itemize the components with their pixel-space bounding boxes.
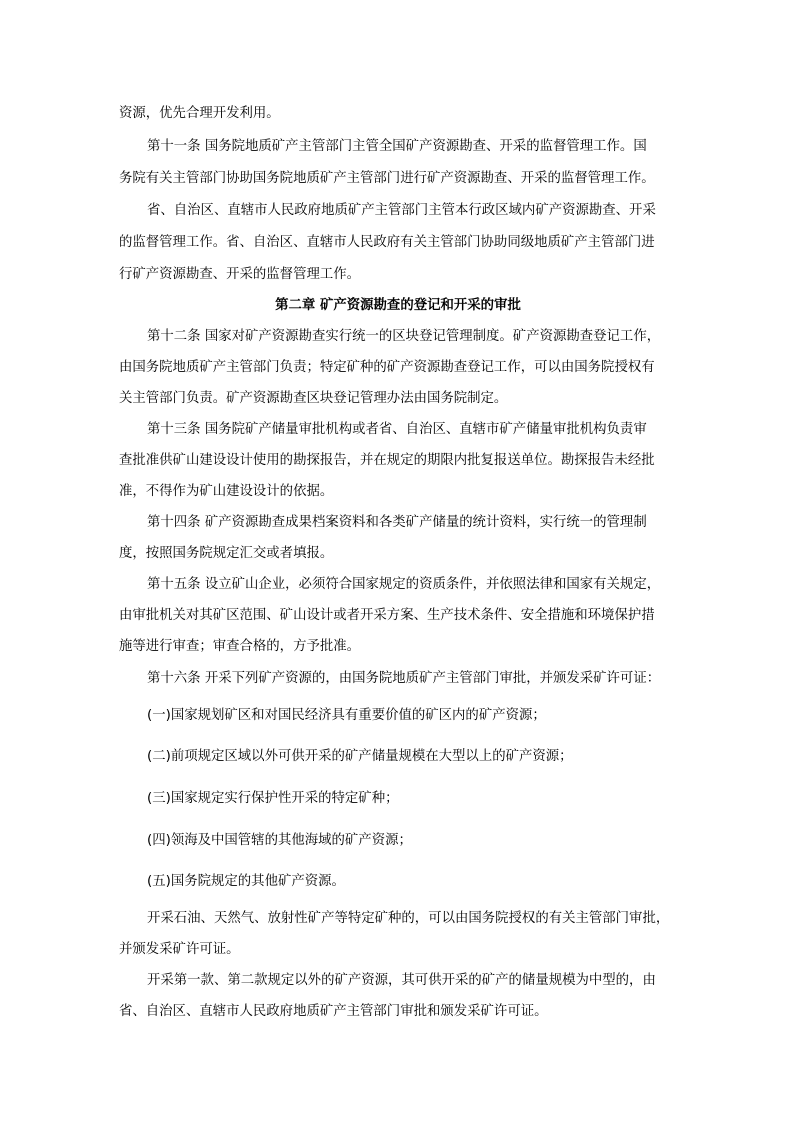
chapter-heading: 第二章 矿产资源勘查的登记和开采的审批	[275, 298, 521, 313]
body-line: 第十一条 国务院地质矿产主管部门主管全国矿产资源勘查、开采的监督管理工作。国	[147, 139, 647, 154]
list-item: (一)国家规划矿区和对国民经济具有重要价值的矿区内的矿产资源；	[147, 708, 546, 723]
list-item: (四)领海及中国管辖的其他海域的矿产资源；	[147, 833, 412, 848]
body-line: 行矿产资源勘查、开采的监督管理工作。	[119, 267, 361, 282]
body-line: 第十四条 矿产资源勘查成果档案资料和各类矿产储量的统计资料，实行统一的管理制	[147, 515, 647, 530]
body-line: 资源，优先合理开发利用。	[119, 106, 280, 121]
body-line: 并颁发采矿许可证。	[119, 942, 240, 957]
body-line: 施等进行审查；审查合格的，方予批准。	[119, 639, 361, 654]
body-line: 开采第一款、第二款规定以外的矿产资源，其可供开采的矿产的储量规模为中型的，由	[147, 973, 656, 988]
body-line: 由审批机关对其矿区范围、矿山设计或者开采方案、生产技术条件、安全措施和环境保护措	[119, 608, 655, 623]
body-line: 准，不得作为矿山建设设计的依据。	[119, 484, 334, 499]
body-line: 开采石油、天然气、放射性矿产等特定矿种的，可以由国务院授权的有关主管部门审批，	[147, 911, 670, 926]
body-line: 查批准供矿山建设设计使用的勘探报告，并在规定的期限内批复报送单位。勘探报告未经批	[119, 453, 655, 468]
body-line: 务院有关主管部门协助国务院地质矿产主管部门进行矿产资源勘查、开采的监督管理工作。	[119, 171, 655, 186]
list-item: (三)国家规定实行保护性开采的特定矿种；	[147, 791, 399, 806]
body-line: 度，按照国务院规定汇交或者填报。	[119, 546, 334, 561]
body-line: 由国务院地质矿产主管部门负责；特定矿种的矿产资源勘查登记工作，可以由国务院授权有	[119, 360, 655, 375]
body-line: 关主管部门负责。矿产资源勘查区块登记管理办法由国务院制定。	[119, 391, 508, 406]
body-line: 第十六条 开采下列矿产资源的，由国务院地质矿产主管部门审批，并颁发采矿许可证：	[147, 671, 661, 686]
body-line: 省、自治区、直辖市人民政府地质矿产主管部门主管本行政区域内矿产资源勘查、开采	[147, 203, 656, 218]
list-item: (五)国务院规定的其他矿产资源。	[147, 874, 345, 889]
body-line: 第十二条 国家对矿产资源勘查实行统一的区块登记管理制度。矿产资源勘查登记工作，	[147, 329, 661, 344]
body-line: 第十三条 国务院矿产储量审批机构或者省、自治区、直辖市矿产储量审批机构负责审	[147, 422, 647, 437]
body-line: 第十五条 设立矿山企业，必须符合国家规定的资质条件，并依照法律和国家有关规定，	[147, 577, 661, 592]
list-item: (二)前项规定区域以外可供开采的矿产储量规模在大型以上的矿产资源；	[147, 749, 573, 764]
body-line: 省、自治区、直辖市人民政府地质矿产主管部门审批和颁发采矿许可证。	[119, 1004, 548, 1019]
body-line: 的监督管理工作。省、自治区、直辖市人民政府有关主管部门协助同级地质矿产主管部门进	[119, 235, 655, 250]
